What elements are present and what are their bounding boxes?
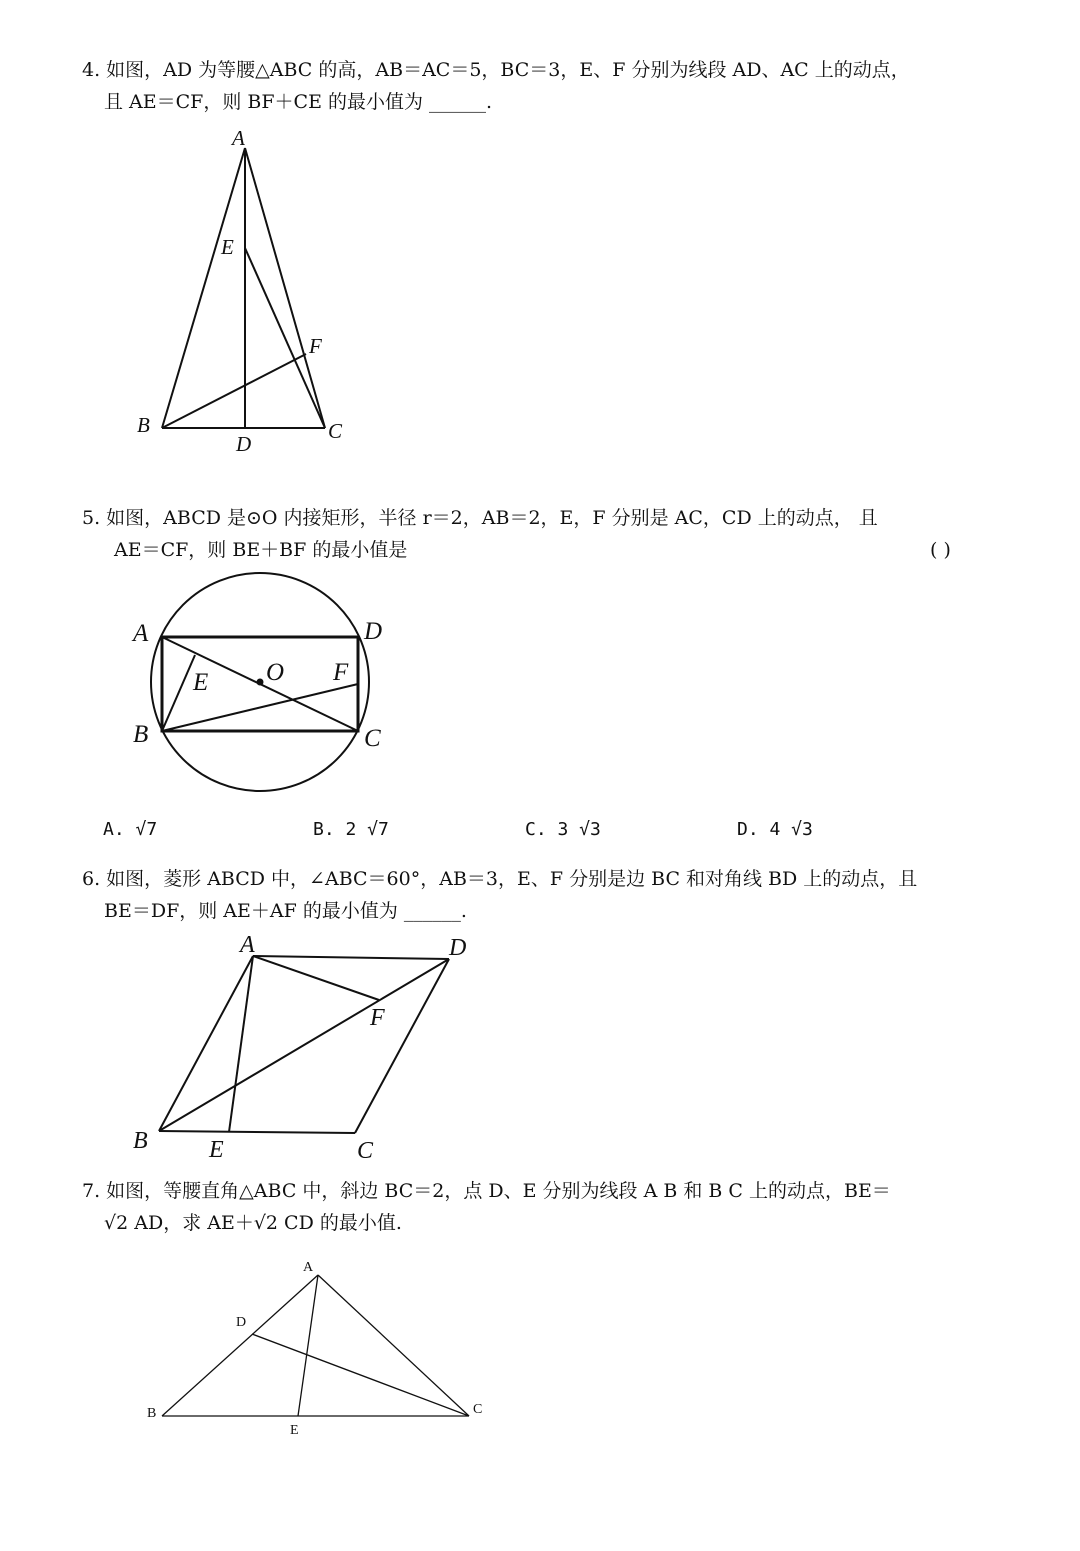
segment-ae (229, 956, 253, 1132)
segment-af (253, 956, 379, 1000)
segment-ab (159, 956, 253, 1131)
label-e: E (209, 1137, 224, 1163)
segment-bf (162, 684, 358, 731)
figure-4-isosceles-triangle (120, 120, 380, 460)
label-d: D (236, 1315, 247, 1330)
label-b: B (147, 1406, 157, 1421)
label-d: D (364, 618, 383, 645)
label-b: B (137, 413, 150, 437)
option-a[interactable]: A. √7 (103, 819, 158, 840)
problem-4-line-2: 且 AE＝CF，则 BF＋CE 的最小值为 ______. (104, 91, 493, 113)
problem-5-line-1: 5. 如图，ABCD 是⊙O 内接矩形，半径 r＝2，AB＝2，E，F 分别是 AC，CD 上的动点， 且 (82, 507, 878, 529)
label-d: D (236, 432, 252, 456)
label-a: A (232, 126, 245, 150)
segment-bf (162, 354, 306, 428)
problem-7-line-1: 7. 如图，等腰直角△ABC 中，斜边 BC＝2，点 D、E 分别为线段 A B 和 B C 上的动点，BE＝ (82, 1180, 891, 1202)
segment-dc (355, 959, 449, 1133)
problem-7-line-2: √2 AD，求 AE＋√2 CD 的最小值. (104, 1212, 402, 1234)
label-f: F (333, 659, 349, 686)
label-c: C (364, 725, 381, 752)
problem-6-line-2: BE＝DF，则 AE＋AF 的最小值为 ______. (104, 900, 467, 922)
label-o: O (266, 659, 285, 686)
problem-6-line-1: 6. 如图，菱形 ABCD 中，∠ABC＝60°，AB＝3，E、F 分别是边 BC 和对角线 BD 上的动点，且 (82, 868, 918, 890)
label-a: A (240, 932, 255, 958)
figure-5-circle-rectangle (125, 565, 405, 800)
label-f: F (309, 334, 322, 358)
label-c: C (473, 1402, 483, 1417)
segment-ac (245, 148, 325, 428)
segment-ab (162, 148, 245, 428)
label-b: B (133, 1128, 148, 1154)
diagonal-bd (159, 959, 449, 1131)
answer-parentheses: ( ) (930, 539, 951, 561)
segment-ae (298, 1275, 318, 1416)
segment-dc (252, 1334, 469, 1416)
problem-5-line-2: AE＝CF，则 BE＋BF 的最小值是 (114, 539, 408, 561)
segment-be (162, 655, 195, 731)
label-e: E (193, 669, 209, 696)
label-d: D (449, 935, 467, 961)
segment-ab (162, 1275, 318, 1416)
label-b: B (133, 721, 149, 748)
center-point-o (257, 679, 264, 686)
label-c: C (357, 1138, 374, 1164)
figure-6-rhombus (125, 925, 485, 1170)
label-e: E (221, 235, 234, 259)
option-d[interactable]: D. 4 √3 (737, 819, 813, 840)
segment-bc (159, 1131, 355, 1133)
label-e: E (290, 1423, 299, 1438)
problem-4-line-1: 4. 如图，AD 为等腰△ABC 的高，AB＝AC＝5，BC＝3，E、F 分别为线段 AD、AC 上的动点， (82, 59, 910, 81)
segment-ad (253, 956, 449, 959)
label-a: A (133, 620, 149, 647)
label-c: C (328, 419, 343, 443)
option-b[interactable]: B. 2 √7 (313, 819, 389, 840)
label-f: F (370, 1005, 385, 1031)
label-a: A (303, 1260, 314, 1275)
segment-ac (318, 1275, 469, 1416)
figure-7-right-triangle (140, 1250, 500, 1445)
option-c[interactable]: C. 3 √3 (525, 819, 601, 840)
